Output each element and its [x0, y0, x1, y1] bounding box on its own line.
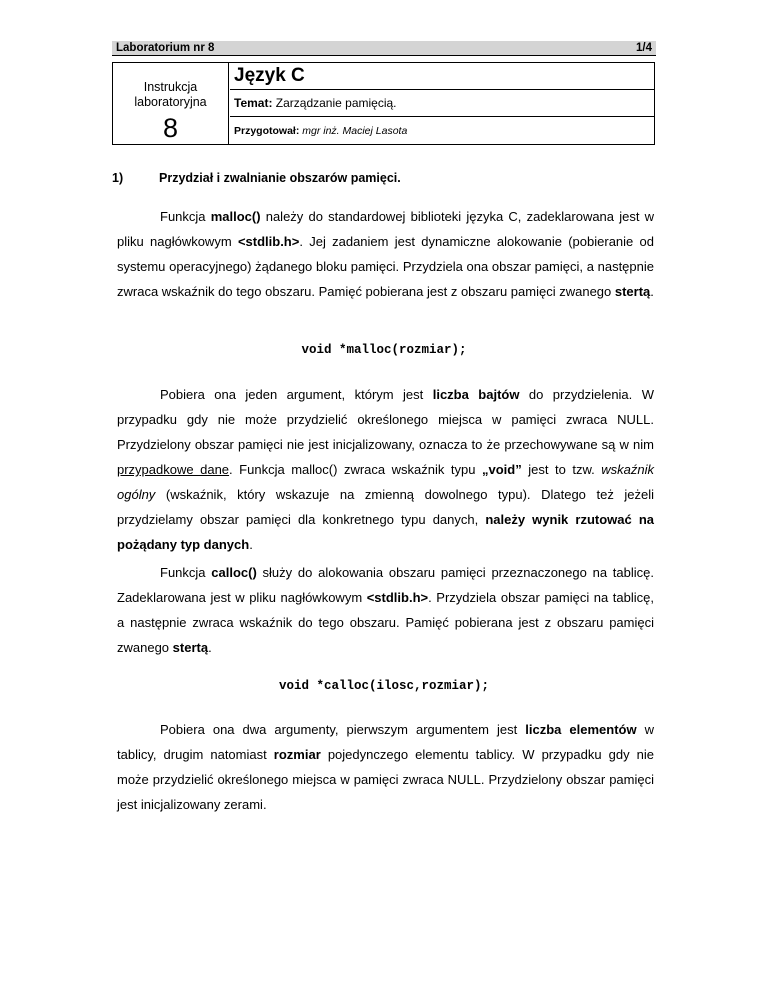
paragraph-calloc: Funkcja calloc() służy do alokowania obszaru pamięci przeznaczonego na tablicę. Zadeklarowana jest w pliku nagłówkowym <stdlib.h>. Przydziela obszar pamięci na tablicę, a następnie zwraca wskaźnik do tego obszaru. Pamięć pobierana jest z obszaru pamięci zwanego stertą. — [117, 565, 654, 655]
paragraph-malloc: Funkcja malloc() należy do standardowej biblioteki języka C, zadeklarowana jest w pliku nagłówkowym <stdlib.h>. Jej zadaniem jest dynamiczne alokowanie (pobieranie od systemu operacyjnego) żądanego bloku pamięci. Przydziela ona obszar pamięci, a następnie zwraca wskaźnik do tego obszaru. Pamięć pobierana jest z obszaru pamięci zwanego stertą. — [117, 209, 654, 299]
header-lab-title: Laboratorium nr 8 — [116, 42, 215, 54]
section-number: 1) — [112, 171, 124, 185]
instruction-cell — [113, 63, 229, 144]
topic-line: Temat: Zarządzanie pamięcią. — [234, 96, 397, 110]
code-calloc: void *calloc(ilosc,rozmiar); — [278, 679, 490, 693]
instruction-number: 8 — [162, 113, 179, 143]
title-box — [112, 62, 655, 145]
page-header — [112, 41, 656, 56]
topic-cell — [230, 90, 654, 117]
code-malloc: void *malloc(rozmiar); — [301, 343, 467, 357]
language-cell — [230, 63, 654, 90]
instruction-label: Instrukcja laboratoryjna — [134, 80, 207, 109]
paragraph-malloc-details: Pobiera ona jeden argument, którym jest liczba bajtów do przydzielenia. W przypadku gdy nie może przydzielić określonego miejsca w pamięci zwraca NULL. Przydzielony obszar pamięci nie jest inicjalizowany, oznacza to że przechowywane są w nim przypadkowe dane. Funkcja malloc() zwraca wskaźnik typu „void” jest to tzw. wskaźnik ogólny (wskaźnik, który wskazuje na zmienną dowolnego typu). Dlatego też jeżeli przydzielamy obszar pamięci dla konkretnego typu danych, należy wynik rzutować na pożądany typ danych. — [117, 387, 654, 552]
paragraph-calloc-details: Pobiera ona dwa argumenty, pierwszym argumentem jest liczba elementów w tablicy, drugim natomiast rozmiar pojedynczego elementu tablicy. W przypadku gdy nie może przydzielić określonego miejsca w pamięci zwraca NULL. Przydzielony obszar pamięci jest inicjalizowany zerami. — [117, 722, 654, 812]
header-page-number: 1/4 — [636, 42, 652, 54]
language-title: Język C — [234, 65, 305, 86]
author-line: Przygotował: mgr inż. Maciej Lasota — [234, 125, 408, 137]
section-title: Przydział i zwalnianie obszarów pamięci. — [159, 171, 401, 185]
author-cell — [230, 117, 654, 144]
